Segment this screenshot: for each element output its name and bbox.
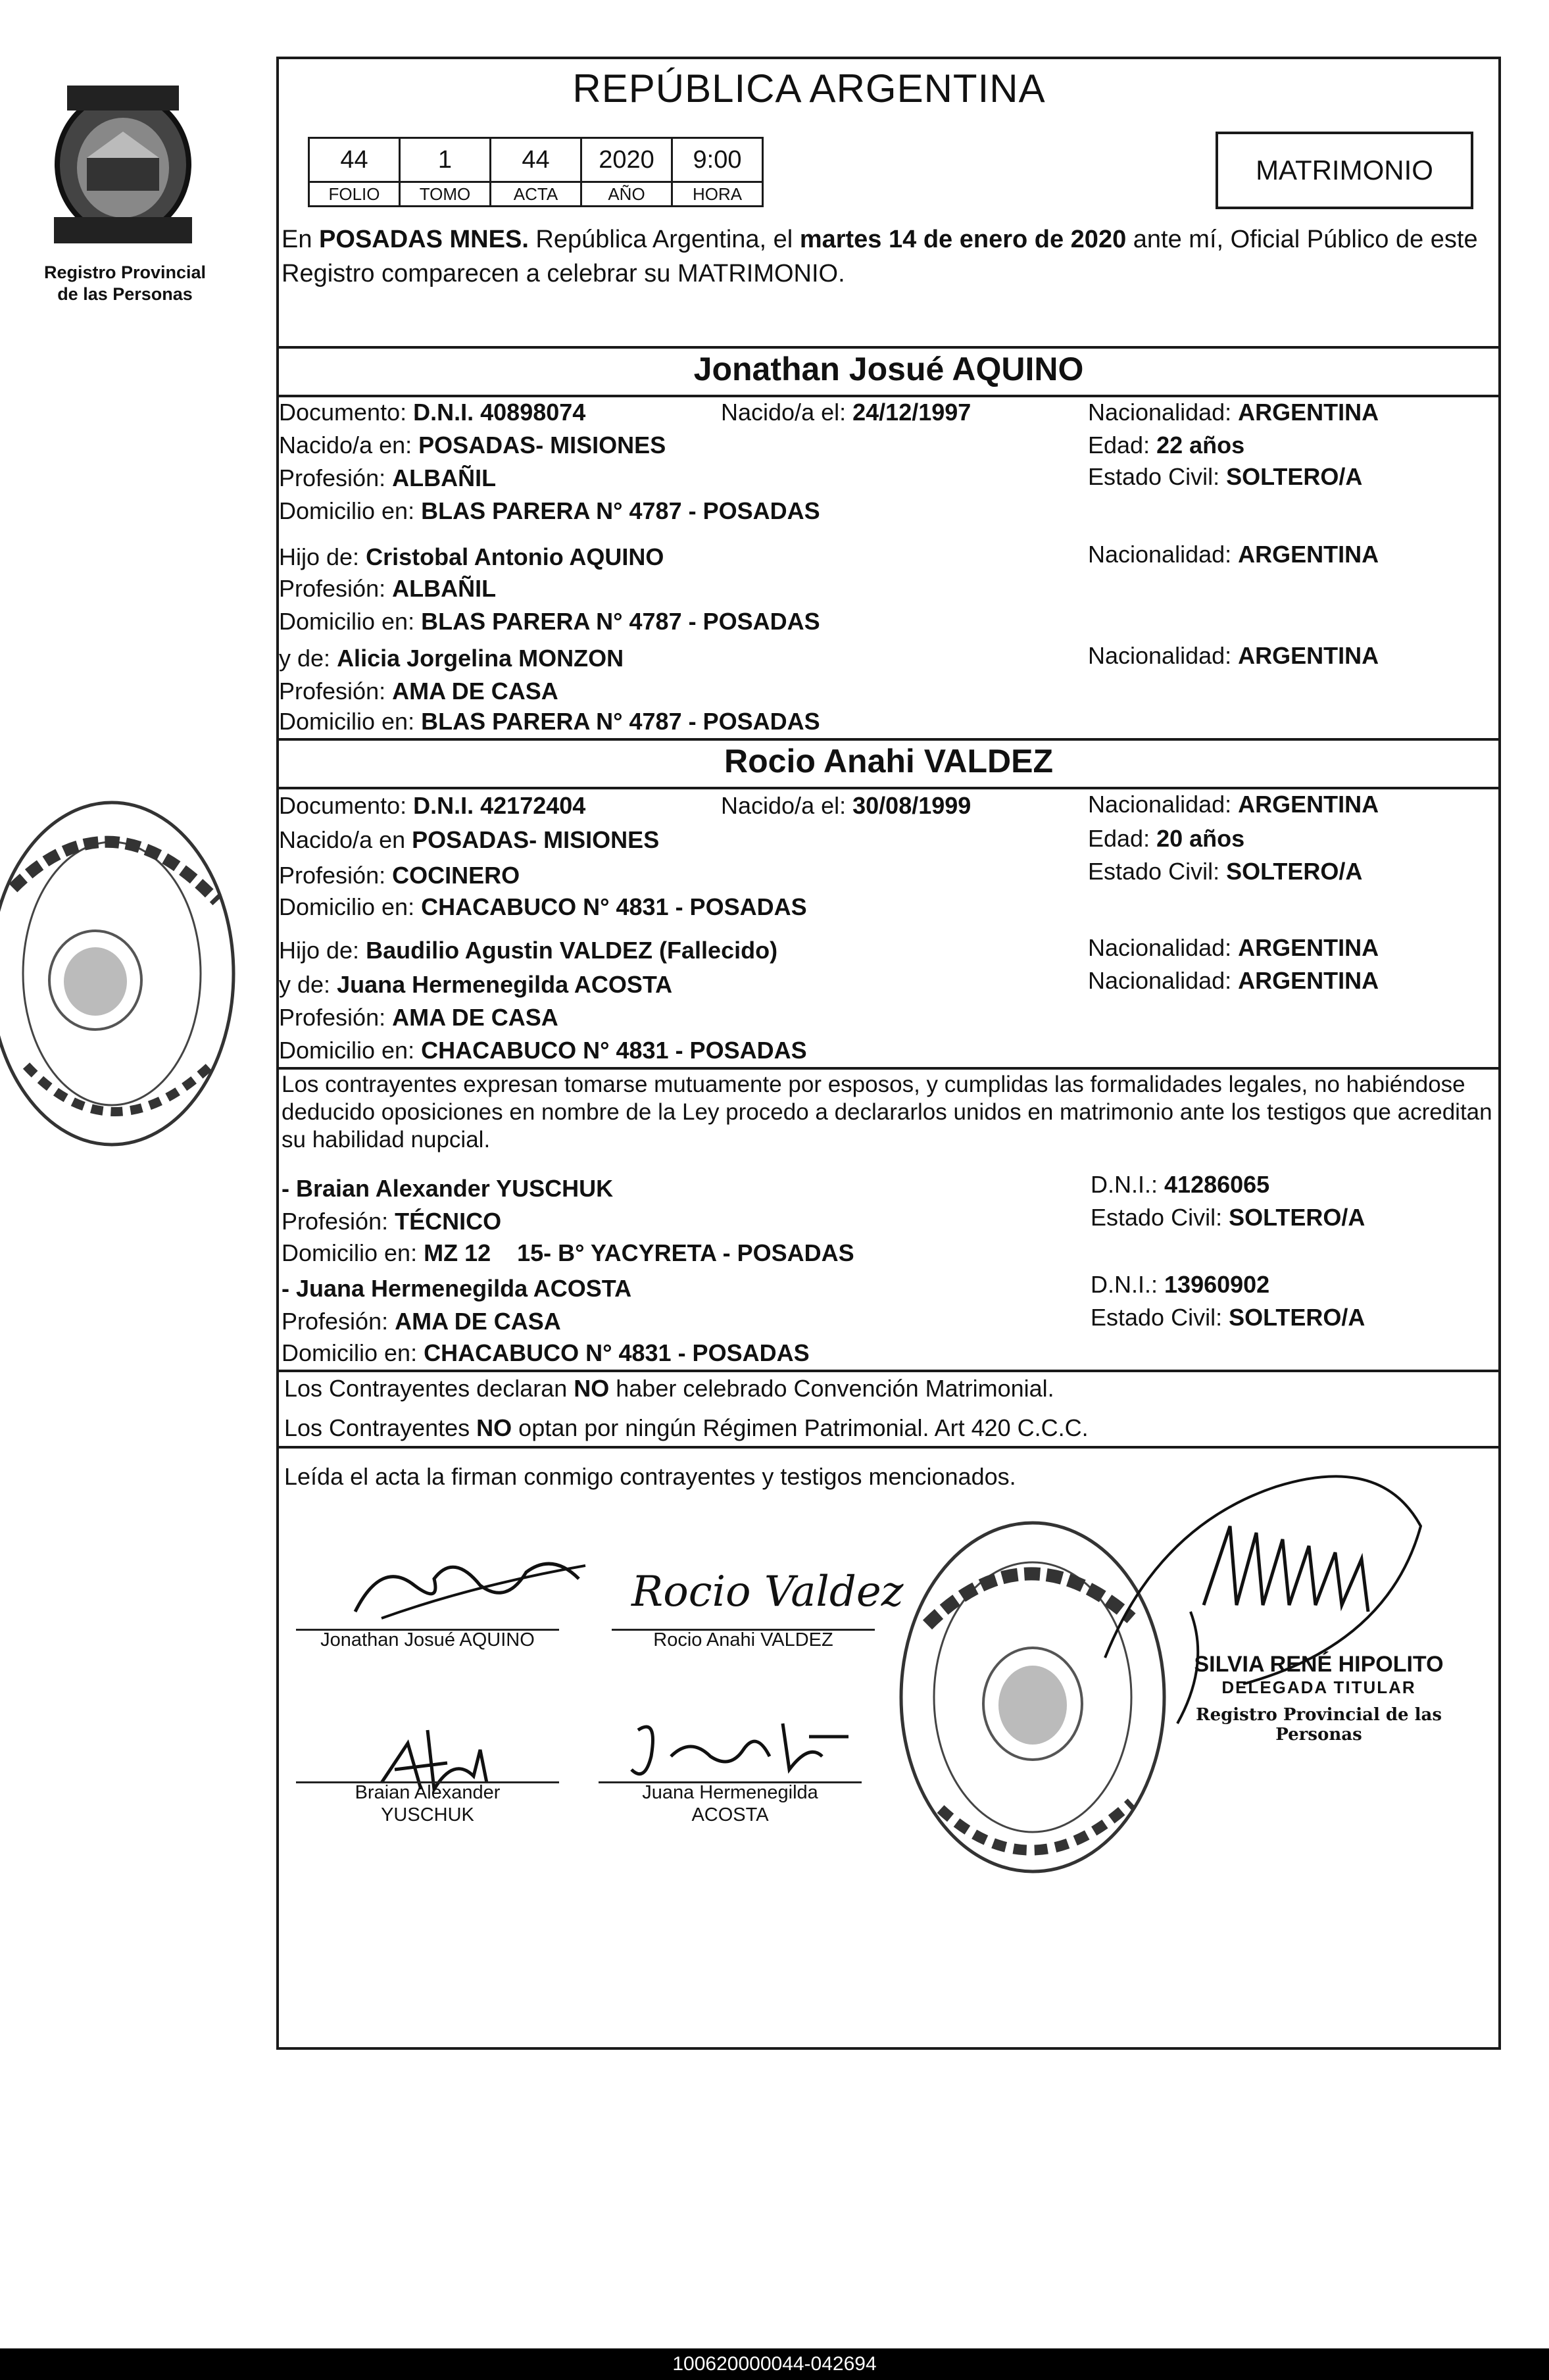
- divider: [276, 738, 1501, 741]
- spouse1-civil-status: Estado Civil: SOLTERO/A: [1088, 463, 1363, 490]
- registry-caption: Registro Provincial de las Personas: [43, 262, 207, 304]
- closing-text: Leída el acta la firman conmigo contrayentes y testigos mencionados.: [284, 1463, 1016, 1490]
- year-label: AÑO: [581, 182, 672, 207]
- intro-paragraph: En POSADAS MNES. República Argentina, el martes 14 de enero de 2020 ante mí, Oficial Público de este Registro comparecen a celebrar su MATRIMONIO.: [282, 226, 1478, 287]
- official-office: Registro Provincial de las Personas: [1195, 1705, 1442, 1745]
- act-type-box: MATRIMONIO: [1216, 132, 1473, 209]
- spouse1-mother-nationality: Nacionalidad: ARGENTINA: [1088, 642, 1379, 669]
- spouse2-father-nationality: Nacionalidad: ARGENTINA: [1088, 934, 1379, 961]
- witness1-dni: D.N.I.: 41286065: [1091, 1171, 1270, 1198]
- hour-label: HORA: [672, 182, 763, 207]
- spouse2-nationality: Nacionalidad: ARGENTINA: [1088, 791, 1379, 818]
- spouse1-mother-address: Domicilio en: BLAS PARERA N° 4787 - POSADAS: [279, 708, 820, 735]
- signature-4-label: Juana Hermenegilda ACOSTA: [642, 1782, 818, 1825]
- divider: [276, 346, 1501, 349]
- spouse1-mother: y de: Alicia Jorgelina MONZON: [279, 645, 624, 672]
- spouse1-nationality: Nacionalidad: ARGENTINA: [1088, 399, 1379, 426]
- divider: [276, 395, 1501, 397]
- acta-label: ACTA: [491, 182, 581, 207]
- divider: [276, 1370, 1501, 1372]
- tomo-label: TOMO: [400, 182, 491, 207]
- signature-1-label: Jonathan Josué AQUINO: [320, 1629, 535, 1650]
- year-value: 2020: [581, 138, 672, 182]
- signature-4-scribble: [612, 1710, 875, 1789]
- spouse1-father-address: Domicilio en: BLAS PARERA N° 4787 - POSADAS: [279, 608, 820, 635]
- province-logo: [41, 79, 205, 253]
- spouse1-age: Edad: 22 años: [1088, 432, 1245, 459]
- spouse2-mother-profession: Profesión: AMA DE CASA: [279, 1004, 558, 1031]
- signature-2-label: Rocio Anahi VALDEZ: [653, 1629, 833, 1650]
- spouse2-father: Hijo de: Baudilio Agustin VALDEZ (Fallecido): [279, 937, 778, 964]
- witness2-civil-status: Estado Civil: SOLTERO/A: [1091, 1304, 1365, 1331]
- declaration-text: Los contrayentes expresan tomarse mutuamente por esposos, y cumplidas las formalidades legales, no habiéndose deducido oposiciones en nombre de la Ley procedo a declararlos unidos en matrimonio ante los testigos que acreditan su habilidad nupcial.: [282, 1072, 1492, 1153]
- spouse1-mother-profession: Profesión: AMA DE CASA: [279, 678, 558, 705]
- spouse2-address: Domicilio en: CHACABUCO N° 4831 - POSADAS: [279, 893, 807, 920]
- acta-value: 44: [491, 138, 581, 182]
- spouse2-document: Documento: D.N.I. 42172404: [279, 792, 586, 819]
- spouse1-father-nationality: Nacionalidad: ARGENTINA: [1088, 541, 1379, 568]
- signature-1-scribble: [342, 1546, 592, 1625]
- registry-table: [308, 137, 764, 207]
- spouse1-birth-place: Nacido/a en: POSADAS- MISIONES: [279, 432, 666, 459]
- spouse2-profession: Profesión: COCINERO: [279, 862, 520, 889]
- spouse1-birth-date: Nacido/a el: 24/12/1997: [721, 399, 971, 426]
- witness1-civil-status: Estado Civil: SOLTERO/A: [1091, 1204, 1365, 1231]
- folio-value: 44: [309, 138, 400, 182]
- country-title: REPÚBLICA ARGENTINA: [572, 66, 1046, 111]
- witness1-name: - Braian Alexander YUSCHUK: [282, 1175, 614, 1202]
- spouse1-address: Domicilio en: BLAS PARERA N° 4787 - POSADAS: [279, 497, 820, 524]
- left-seal-stamp: [0, 789, 250, 1158]
- tomo-value: 1: [400, 138, 491, 182]
- witness2-dni: D.N.I.: 13960902: [1091, 1271, 1270, 1298]
- convention-line-2: Los Contrayentes NO optan por ningún Régimen Patrimonial. Art 420 C.C.C.: [284, 1414, 1089, 1441]
- spouse2-civil-status: Estado Civil: SOLTERO/A: [1088, 858, 1363, 885]
- official-name: SILVIA RENÉ HIPOLITO: [1194, 1652, 1444, 1677]
- divider: [276, 787, 1501, 789]
- witness1-profession: Profesión: TÉCNICO: [282, 1208, 502, 1235]
- footer-code: 100620000044-042694: [0, 2348, 1549, 2380]
- divider: [276, 1067, 1501, 1070]
- spouse1-father-profession: Profesión: ALBAÑIL: [279, 575, 497, 602]
- spouse2-age: Edad: 20 años: [1088, 825, 1245, 852]
- hour-value: 9:00: [672, 138, 763, 182]
- spouse2-name: Rocio Anahi VALDEZ: [724, 743, 1053, 780]
- spouse2-mother-address: Domicilio en: CHACABUCO N° 4831 - POSADAS: [279, 1037, 807, 1064]
- spouse1-name: Jonathan Josué AQUINO: [693, 351, 1084, 387]
- witness2-name: - Juana Hermenegilda ACOSTA: [282, 1275, 632, 1302]
- folio-label: FOLIO: [309, 182, 400, 207]
- spouse2-mother: y de: Juana Hermenegilda ACOSTA: [279, 971, 673, 998]
- signature-2-scribble: Rocio Valdez: [631, 1568, 904, 1616]
- witness2-address: Domicilio en: CHACABUCO N° 4831 - POSADAS: [282, 1339, 810, 1366]
- spouse1-document: Documento: D.N.I. 40898074: [279, 399, 586, 426]
- convention-line-1: Los Contrayentes declaran NO haber celebrado Convención Matrimonial.: [284, 1375, 1054, 1402]
- spouse1-profession: Profesión: ALBAÑIL: [279, 464, 497, 491]
- spouse2-birth-date: Nacido/a el: 30/08/1999: [721, 792, 971, 819]
- spouse2-birth-place: Nacido/a en POSADAS- MISIONES: [279, 826, 660, 853]
- spouse2-mother-nationality: Nacionalidad: ARGENTINA: [1088, 967, 1379, 994]
- witness2-profession: Profesión: AMA DE CASA: [282, 1308, 561, 1335]
- signature-3-label: Braian Alexander YUSCHUK: [355, 1782, 501, 1825]
- witness1-address: Domicilio en: MZ 12 15- B° YACYRETA - POSADAS: [282, 1239, 854, 1266]
- official-title: DELEGADA TITULAR: [1221, 1677, 1416, 1697]
- spouse1-father: Hijo de: Cristobal Antonio AQUINO: [279, 543, 664, 570]
